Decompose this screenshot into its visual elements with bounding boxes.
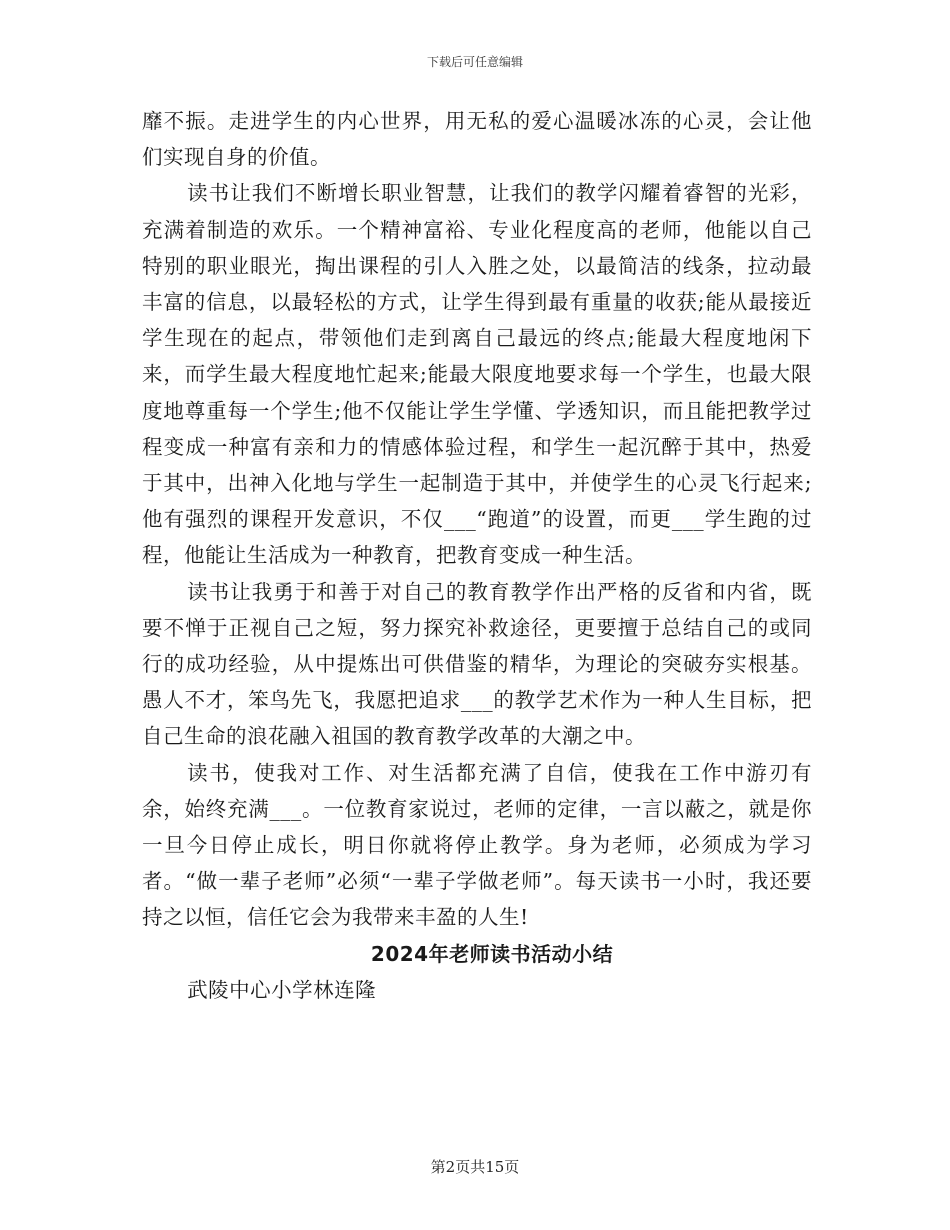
section-title: 2024年老师读书活动小结 (370, 941, 614, 966)
author-line: 武陵中心小学林连隆 (187, 977, 377, 1002)
paragraph-confidence: 读书，使我对工作、对生活都充满了自信，使我在工作中游刃有余，始终充满___。一位教育家说过，老师的定律，一言以蔽之，就是你一旦今日停止成长，明日你就将停止教学。身为老师，必须成为学习者。“做一辈子老师”必须“一辈子学做老师”。每天读书一小时，我还要持之以恒，信任它会为我带来丰盈的人生! (142, 760, 812, 930)
paragraph-reading-wisdom: 读书让我们不断增长职业智慧，让我们的教学闪耀着睿智的光彩，充满着制造的欢乐。一个精神富裕、专业化程度高的老师，他能以自己特别的职业眼光，掏出课程的引人入胜之处，以最简洁的线条，拉动最丰富的信息，以最轻松的方式，让学生得到最有重量的收获;能从最接近学生现在的起点，带领他们走到离自己最远的终点;能最大程度地闲下来，而学生最大程度地忙起来;能最大限度地要求每一个学生，也最大限度地尊重每一个学生;他不仅能让学生学懂、学透知识，而且能把教学过程变成一种富有亲和力的情感体验过程，和学生一起沉醉于其中，热爱于其中，出神入化地与学生一起制造于其中，并使学生的心灵飞行起来;他有强烈的课程开发意识，不仅___“跑道”的设置，而更___学生跑的过程，他能让生活成为一种教育，把教育变成一种生活。 (142, 181, 812, 568)
page-header: 下载后可任意编辑 (426, 55, 523, 69)
paragraph-reflection: 读书让我勇于和善于对自己的教育教学作出严格的反省和内省，既要不惮于正视自己之短，努力探究补救途径，更要擅于总结自己的或同行的成功经验，从中提炼出可供借鉴的精华，为理论的突破夯实根基。愚人不才，笨鸟先飞，我愿把追求___的教学艺术作为一种人生目标，把自己生命的浪花融入祖国的教育教学改革的大潮之中。 (142, 579, 812, 749)
page-number: 第2页共15页 (430, 1158, 520, 1176)
paragraph-continued: 靡不振。走进学生的内心世界，用无私的爱心温暖冰冻的心灵，会让他们实现自身的价值。 (142, 109, 812, 170)
document-body (142, 103, 812, 1008)
